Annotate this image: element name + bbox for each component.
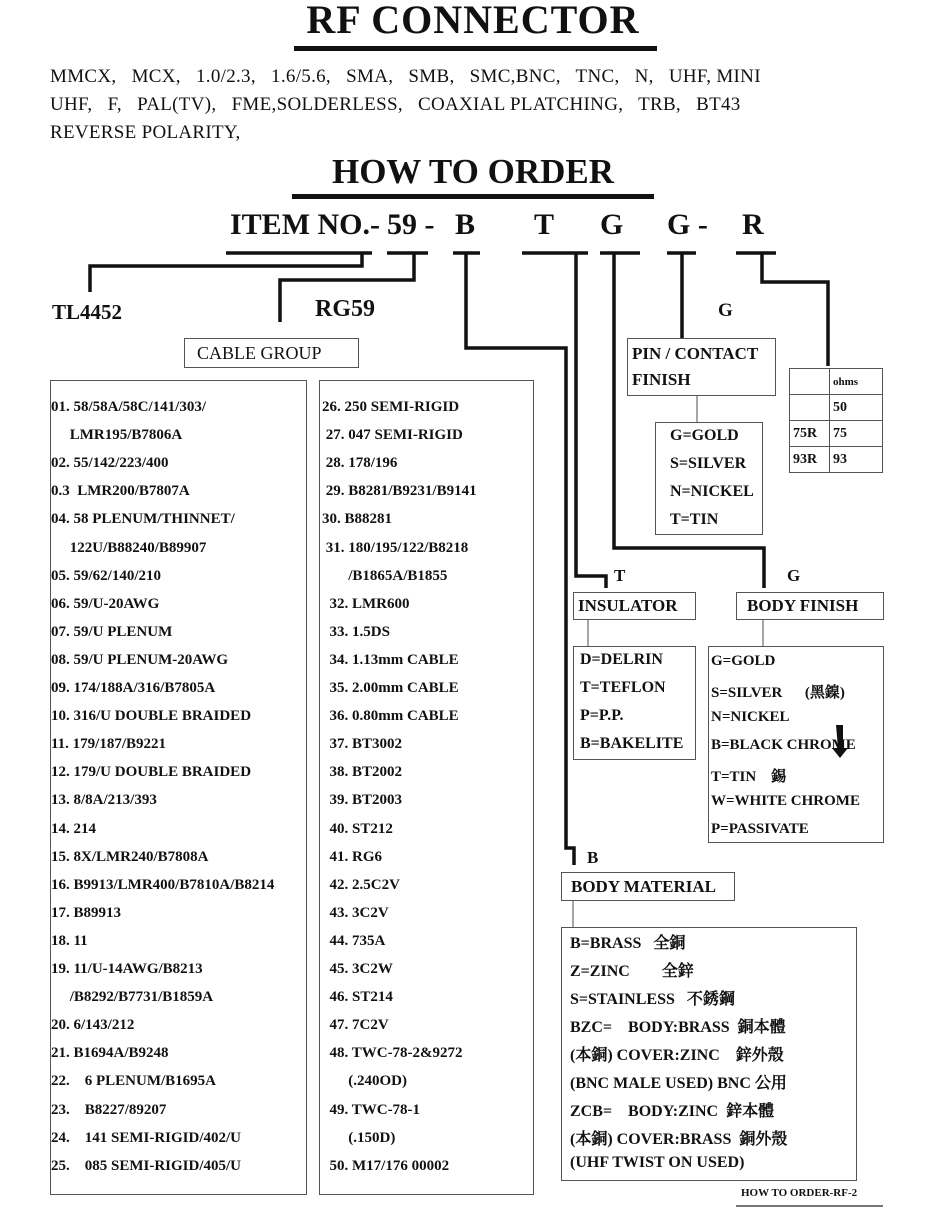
cable-group-item: 25. 085 SEMI-RIGID/405/U [51,1157,242,1174]
cable-group-title: CABLE GROUP [197,343,322,363]
cable-group-item: 13. 8/8A/213/393 [51,792,157,809]
pin-contact-options [655,422,763,535]
cable-group-item: 05. 59/62/140/210 [51,567,162,584]
code-ohms: R [742,208,764,241]
code-pin-finish: G - [667,208,708,241]
body-material-option: S=STAINLESS 不銹鋼 [570,991,735,1008]
footer-ref: HOW TO ORDER-RF-2 [741,1187,858,1199]
cable-group-item: (.150D) [322,1129,396,1146]
body-material-option: B=BRASS 全銅 [570,935,686,952]
connector-types-line-1: MMCX, MCX, 1.0/2.3, 1.6/5.6, SMA, SMB, SMC,BNC, TNC, N, UHF, MINI [50,66,761,87]
body-finish-option: B=BLACK CHROME [711,737,856,753]
ohms-code: 93R [790,447,830,473]
cable-group-item: 16. B9913/LMR400/B7810A/B8214 [51,876,275,893]
pin-contact-title-2: FINISH [632,370,691,389]
code-body-finish: G [600,208,624,241]
connector-types-line-2: UHF, F, PAL(TV), FME,SOLDERLESS, COAXIAL PLATCHING, TRB, BT43 [50,94,741,115]
cable-group-list-left [50,380,307,1195]
cable-group-item: 47. 7C2V [322,1017,389,1034]
ohms-value: 93 [830,447,883,473]
insulator-options [573,646,696,760]
body-material-option: ZCB= BODY:ZINC 鋅本體 [570,1103,775,1120]
body-material-title: BODY MATERIAL [571,877,716,896]
cable-group-item: 20. 6/143/212 [51,1017,135,1034]
how-to-order-heading: HOW TO ORDER [331,152,615,191]
cable-group-item: 40. ST212 [322,820,393,837]
pin-contact-finish-header [627,338,776,396]
cable-group-item: 27. 047 SEMI-RIGID [322,427,463,444]
cable-group-item: 50. M17/176 00002 [322,1157,450,1174]
label-g-pin: G [718,300,733,321]
cable-group-item: 26. 250 SEMI-RIGID [322,399,460,415]
cable-group-item: 34. 1.13mm CABLE [322,651,459,668]
cable-group-item: 46. ST214 [322,989,393,1006]
cable-group-item: 28. 178/196 [322,455,398,472]
code-insulator: T [534,208,555,241]
cable-group-item: 12. 179/U DOUBLE BRAIDED [51,764,252,781]
cable-group-item: 19. 11/U-14AWG/B8213 [51,961,203,977]
body-finish-option: N=NICKEL [711,709,790,725]
footer-rule [736,1205,883,1207]
connector-types-line-3: REVERSE POLARITY, [50,122,241,143]
insulator-title: INSULATOR [578,596,678,615]
cable-group-header [184,338,359,368]
body-material-header [561,872,735,901]
cable-group-item: 36. 0.80mm CABLE [322,708,459,725]
cable-group-item: LMR195/B7806A [51,427,183,444]
cable-group-item: 49. TWC-78-1 [322,1101,421,1118]
cable-group-item: 22. 6 PLENUM/B1695A [51,1073,216,1090]
cable-group-item: 08. 59/U PLENUM-20AWG [51,651,229,668]
cable-group-item: 31. 180/195/122/B8218 [322,539,469,556]
ohms-table [789,368,883,473]
ohms-code: 75R [790,421,830,447]
cable-group-item: 15. 8X/LMR240/B7808A [51,848,209,865]
cable-group-item: 39. BT2003 [322,792,403,809]
body-finish-option: W=WHITE CHROME [711,793,860,809]
pin-finish-option: N=NICKEL [670,483,754,500]
cable-group-item: 06. 59/U-20AWG [51,595,160,612]
cable-group-item: 24. 141 SEMI-RIGID/402/U [51,1129,242,1146]
cable-group-item: 04. 58 PLENUM/THINNET/ [51,511,235,528]
cable-group-item: 29. B8281/B9231/B9141 [322,483,477,500]
cable-group-item: 17. B89913 [51,904,122,921]
cable-group-item: (.240OD) [322,1073,407,1090]
pin-contact-title-1: PIN / CONTACT [632,344,759,363]
insulator-option: B=BAKELITE [580,735,684,752]
body-material-option: Z=ZINC 全鋅 [570,963,694,980]
body-material-option: (本銅) COVER:ZINC 鋅外殼 [570,1047,784,1064]
body-finish-option: S=SILVER (黑鎳) [711,685,845,701]
insulator-option: T=TEFLON [580,679,666,696]
cable-group-list-right [319,380,534,1195]
body-material-option: (BNC MALE USED) BNC 公用 [570,1075,787,1092]
cable-group-item: 09. 174/188A/316/B7805A [51,680,216,696]
label-g-body: G [787,566,801,585]
insulator-header [573,592,696,620]
cable-group-item: 11. 179/187/B9221 [51,736,167,753]
pin-finish-option: G=GOLD [670,427,739,444]
cable-group-item: 21. B1694A/B9248 [51,1045,169,1062]
cable-group-item: 35. 2.00mm CABLE [322,680,459,696]
ohms-value: 75 [830,421,883,447]
body-finish-option: T=TIN 錫 [711,769,787,785]
body-material-option: BZC= BODY:BRASS 銅本體 [570,1019,786,1036]
cable-group-item: 33. 1.5DS [322,623,390,640]
cable-group-item: 38. BT2002 [322,764,403,781]
cable-group-item: 48. TWC-78-2&9272 [322,1045,463,1062]
cable-group-item: 14. 214 [51,820,96,837]
ohms-value: 50 [830,395,883,421]
cable-group-item: 23. B8227/89207 [51,1101,167,1118]
cable-group-item: 02. 55/142/223/400 [51,455,169,472]
body-finish-title: BODY FINISH [747,596,859,615]
pin-finish-option: T=TIN [670,511,719,528]
label-b-material: B [587,848,599,867]
body-finish-header [736,592,884,620]
cable-group-item: 18. 11 [51,932,88,949]
pin-finish-option: S=SILVER [670,455,747,472]
cable-group-item: 0.3 LMR200/B7807A [51,483,190,500]
insulator-option: D=DELRIN [580,651,663,668]
ohms-header-blank [790,369,830,395]
cable-group-item: 43. 3C2V [322,904,389,921]
cable-group-item: 37. BT3002 [322,736,403,753]
cable-group-item: 42. 2.5C2V [322,876,400,893]
code-item-no: ITEM NO.- [230,208,380,241]
insulator-option: P=P.P. [580,707,624,724]
cable-group-item: 122U/B88240/B89907 [51,539,207,556]
label-tl4452: TL4452 [52,300,123,324]
body-material-option: (本銅) COVER:BRASS 銅外殼 [570,1131,788,1148]
ohms-code [790,395,830,421]
page-title: RF CONNECTOR [306,0,640,42]
code-body-material: B [455,208,476,241]
cable-group-item: /B8292/B7731/B1859A [51,989,214,1006]
body-finish-options [708,646,884,843]
cable-group-item: 30. B88281 [322,511,393,528]
cable-group-item: 32. LMR600 [322,595,410,612]
cable-group-item: /B1865A/B1855 [322,567,448,584]
body-material-options [561,927,857,1181]
body-finish-option: P=PASSIVATE [711,821,809,837]
label-t-insulator: T [614,566,626,585]
cable-group-item: 07. 59/U PLENUM [51,623,173,640]
cable-group-item: 01. 58/58A/58C/141/303/ [51,399,207,415]
body-material-option: (UHF TWIST ON USED) [570,1154,745,1171]
body-finish-option: G=GOLD [711,653,776,669]
label-rg59: RG59 [315,296,375,322]
ohms-header: ohms [830,369,883,395]
cable-group-item: 41. RG6 [322,848,382,865]
cable-group-item: 44. 735A [322,932,386,949]
code-cable: 59 - [387,208,435,241]
cable-group-item: 45. 3C2W [322,961,393,977]
cable-group-item: 10. 316/U DOUBLE BRAIDED [51,708,252,725]
